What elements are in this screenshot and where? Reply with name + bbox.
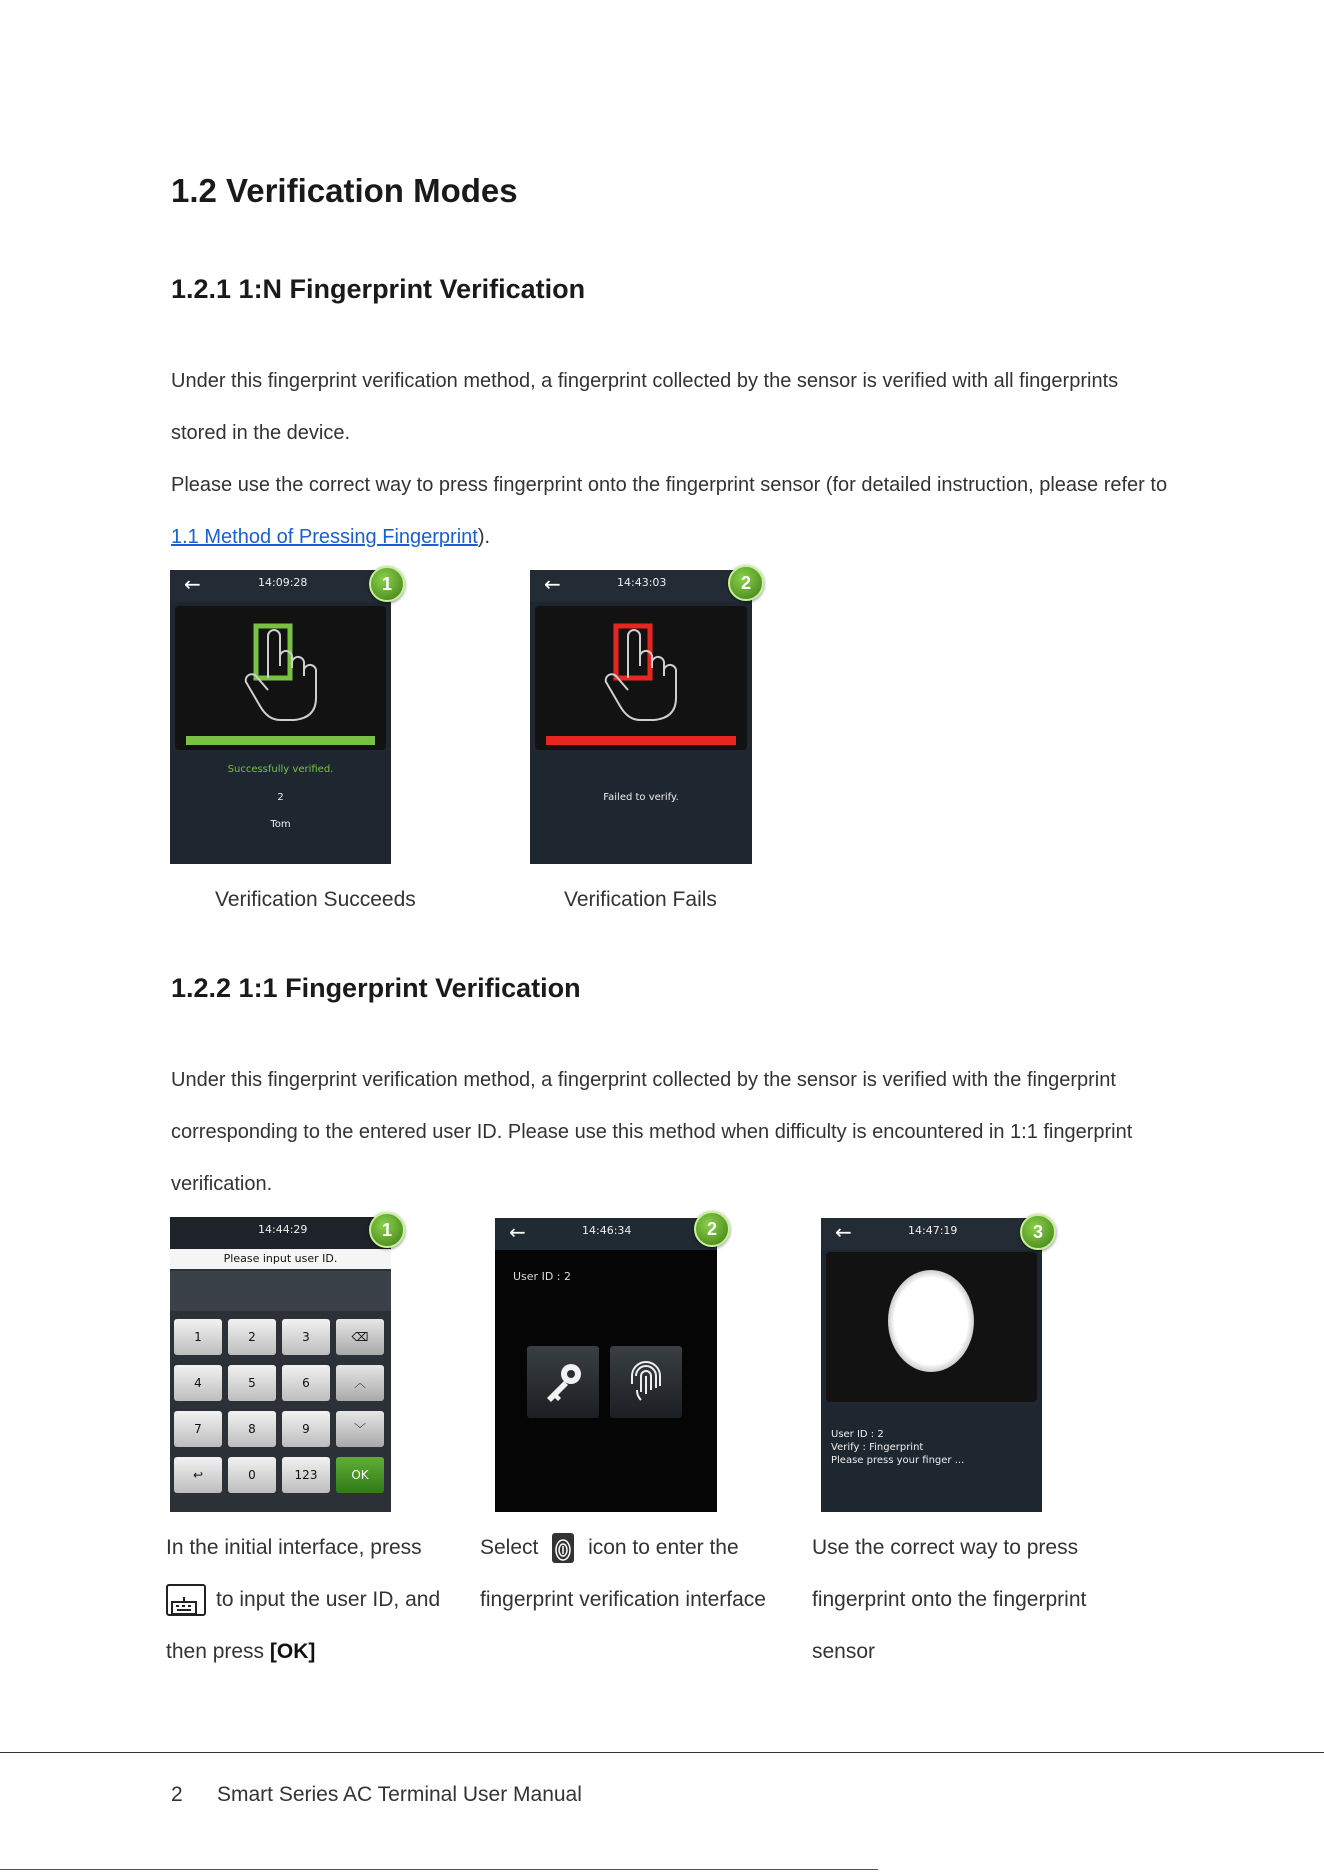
back-arrow-icon[interactable]: ← (184, 572, 201, 596)
keypad-key[interactable]: ︿ (336, 1365, 384, 1401)
keypad-key[interactable]: OK (336, 1457, 384, 1493)
caption-col-1: In the initial interface, press to input the user ID, and then press [OK] (166, 1536, 441, 1663)
scan-panel (175, 606, 386, 750)
scan-panel (826, 1252, 1037, 1402)
fail-screen (530, 570, 752, 864)
keypad-key[interactable]: 5 (228, 1365, 276, 1401)
user-name: Tom (270, 819, 291, 830)
success-screen (170, 570, 391, 864)
back-arrow-icon[interactable]: ← (509, 1220, 526, 1244)
page-number: 2 (171, 1783, 183, 1806)
paragraph-1n (171, 355, 1171, 563)
subsection-title-11: 1.2.2 1:1 Fingerprint Verification (171, 973, 581, 1003)
keypad-screen (170, 1217, 391, 1512)
step-badge: 1 (369, 1212, 405, 1248)
paragraph-1n-text: Under this fingerprint verification method, a fingerprint collected by the sensor is verified with all fingerprints stored in the device. (171, 370, 1119, 444)
keypad-key[interactable]: 8 (228, 1411, 276, 1447)
caption-success: Verification Succeeds (215, 888, 416, 911)
success-status: Successfully verified. (227, 764, 334, 775)
caption-col-3: Use the correct way to press fingerprint onto the fingerprint sensor (812, 1536, 1087, 1663)
keypad-key[interactable]: 2 (228, 1319, 276, 1355)
step-badge: 3 (1020, 1214, 1056, 1250)
keypad-key[interactable]: 3 (282, 1319, 330, 1355)
step-badge: 1 (369, 566, 405, 602)
keypad-key[interactable]: 123 (282, 1457, 330, 1493)
success-bar (186, 736, 375, 745)
clock: 14:43:03 (617, 576, 667, 589)
back-arrow-icon[interactable]: ← (835, 1220, 852, 1244)
user-id: 2 (277, 792, 284, 803)
method-link[interactable]: 1.1 Method of Pressing Fingerprint (171, 526, 478, 548)
keypad-key[interactable]: ﹀ (336, 1411, 384, 1447)
paragraph-1n-instruction: Please use the correct way to press fingerprint onto the fingerprint sensor (for detailed instruction, please refer to 1.1 Method of Pressing Fingerprint). (171, 474, 1168, 548)
keypad-key[interactable]: 6 (282, 1365, 330, 1401)
bottom-rule (0, 1869, 878, 1870)
input-prompt: Please input user ID. (170, 1249, 391, 1269)
fingerprint-icon (610, 1346, 682, 1418)
subsection-title-1n: 1.2.1 1:N Fingerprint Verification (171, 274, 586, 304)
fail-bar (546, 736, 736, 745)
press-finger-screen (821, 1218, 1042, 1512)
user-id-label: User ID : 2 (513, 1270, 571, 1283)
manual-title: Smart Series AC Terminal User Manual (217, 1783, 582, 1806)
verify-info: User ID : 2 Verify : Fingerprint Please press your finger ... (831, 1429, 965, 1466)
finger-press-icon (240, 616, 330, 726)
finger-press-icon (600, 616, 690, 726)
password-button[interactable] (527, 1346, 599, 1418)
key-icon (527, 1346, 599, 1418)
keypad-key[interactable]: 0 (228, 1457, 276, 1493)
clock: 14:09:28 (258, 576, 308, 589)
back-arrow-icon[interactable]: ← (544, 572, 561, 596)
user-id-input[interactable] (170, 1271, 391, 1311)
keypad-key[interactable]: 4 (174, 1365, 222, 1401)
fail-status: Failed to verify. (603, 792, 679, 803)
paragraph-11: Under this fingerprint verification method, a fingerprint collected by the sensor is verified with the fingerprint corresponding to the entered user ID. Please use this method when difficulty is encountered in 1:1 fingerprint verification. (171, 1069, 1133, 1195)
step-badge: 2 (728, 565, 764, 601)
footer-rule (0, 1752, 1324, 1753)
scan-panel (535, 606, 747, 750)
caption-fail: Verification Fails (564, 888, 717, 911)
clock: 14:46:34 (582, 1224, 632, 1237)
section-title: 1.2 Verification Modes (171, 172, 518, 209)
fingerprint-icon (552, 1533, 574, 1563)
keyboard-icon (166, 1584, 206, 1616)
keypad-key[interactable]: 9 (282, 1411, 330, 1447)
mode-select-screen (495, 1218, 717, 1512)
clock: 14:44:29 (258, 1223, 308, 1236)
step-badge: 2 (694, 1211, 730, 1247)
keypad-key[interactable]: 1 (174, 1319, 222, 1355)
keypad-key[interactable]: ⌫ (336, 1319, 384, 1355)
keypad-key[interactable]: ↩ (174, 1457, 222, 1493)
keypad-key[interactable]: 7 (174, 1411, 222, 1447)
fingerprint-sensor-icon (888, 1270, 974, 1372)
caption-col-2: Select icon to enter the fingerprint verification interface (480, 1522, 790, 1626)
fingerprint-button[interactable] (610, 1346, 682, 1418)
clock: 14:47:19 (908, 1224, 958, 1237)
